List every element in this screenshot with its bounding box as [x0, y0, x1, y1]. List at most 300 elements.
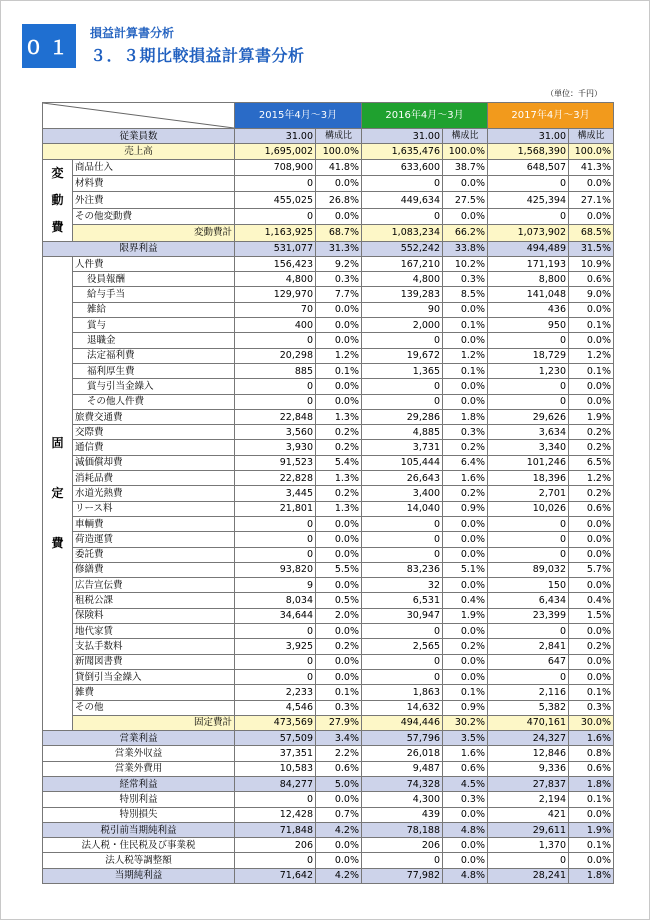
- amount-cell: 0: [235, 333, 316, 348]
- row-label: 貸倒引当金繰入: [73, 669, 235, 684]
- amount-cell: 21,801: [235, 501, 316, 516]
- amount-cell: 0: [362, 853, 443, 868]
- ratio-cell: 0.0%: [316, 302, 362, 317]
- table-row: [43, 578, 614, 593]
- ratio-cell: 0.0%: [569, 333, 614, 348]
- ratio-cell: 0.0%: [316, 853, 362, 868]
- amount-cell: 34,644: [235, 608, 316, 623]
- table-row: [43, 379, 614, 394]
- page-title: ３．３期比較損益計算書分析: [90, 46, 305, 65]
- amount-cell: 0: [488, 624, 569, 639]
- ratio-cell: 1.6%: [443, 471, 488, 486]
- category-label-vertical: 変 動 費: [51, 165, 64, 234]
- amount-cell: 19,672: [362, 348, 443, 363]
- ratio-cell: 0.2%: [316, 425, 362, 440]
- ratio-cell: 68.7%: [316, 225, 362, 241]
- ratio-cell: 0.1%: [569, 792, 614, 807]
- amount-cell: 4,800: [362, 272, 443, 287]
- table-row: [43, 409, 614, 424]
- ratio-cell: 41.8%: [316, 159, 362, 175]
- ratio-cell: 0.0%: [316, 318, 362, 333]
- row-label: 雑給: [73, 302, 235, 317]
- row-label: 地代家賃: [73, 624, 235, 639]
- ratio-cell: 0.3%: [316, 272, 362, 287]
- row-label: 賞与: [73, 318, 235, 333]
- ratio-cell: 9.2%: [316, 256, 362, 271]
- amount-cell: 0: [362, 654, 443, 669]
- amount-cell: 455,025: [235, 192, 316, 208]
- amount-cell: 0: [362, 669, 443, 684]
- amount-cell: 1,230: [488, 363, 569, 378]
- ratio-cell: 0.1%: [569, 685, 614, 700]
- ratio-cell: 1.8%: [569, 776, 614, 791]
- row-label: 雑費: [73, 685, 235, 700]
- ratio-cell: 0.0%: [569, 175, 614, 191]
- amount-cell: 57,509: [235, 731, 316, 746]
- ratio-cell: 0.0%: [569, 208, 614, 224]
- row-label: その他人件費: [73, 394, 235, 409]
- amount-cell: 531,077: [235, 241, 316, 256]
- amount-cell: 0: [235, 532, 316, 547]
- ratio-cell: 0.0%: [443, 379, 488, 394]
- row-label: 修繕費: [73, 562, 235, 577]
- amount-cell: 141,048: [488, 287, 569, 302]
- amount-cell: 9,487: [362, 761, 443, 776]
- amount-cell: 470,161: [488, 715, 569, 730]
- ratio-cell: 0.0%: [569, 379, 614, 394]
- row-label: 退職金: [73, 333, 235, 348]
- amount-cell: 0: [235, 669, 316, 684]
- table-row: [43, 639, 614, 654]
- income-statement-table: [42, 102, 614, 884]
- amount-cell: 0: [488, 516, 569, 531]
- amount-cell: 3,340: [488, 440, 569, 455]
- ratio-cell: 7.7%: [316, 287, 362, 302]
- ratio-cell: 100.0%: [443, 144, 488, 159]
- ratio-cell: 4.2%: [316, 868, 362, 883]
- ratio-cell: 0.1%: [569, 363, 614, 378]
- category-label-vertical: 固 定 費: [51, 436, 64, 551]
- table-row: [43, 486, 614, 501]
- amount-cell: 1,863: [362, 685, 443, 700]
- table-row: [43, 159, 614, 175]
- ratio-cell: 9.0%: [569, 287, 614, 302]
- amount-cell: 0: [362, 624, 443, 639]
- amount-cell: 83,236: [362, 562, 443, 577]
- ratio-header: 構成比: [316, 129, 362, 144]
- amount-cell: 633,600: [362, 159, 443, 175]
- ratio-cell: 0.0%: [316, 654, 362, 669]
- section-supertitle: 損益計算書分析: [90, 26, 175, 40]
- table-row: [43, 501, 614, 516]
- row-label: 租税公課: [73, 593, 235, 608]
- ratio-cell: 3.4%: [316, 731, 362, 746]
- amount-cell: 37,351: [235, 746, 316, 761]
- ratio-cell: 0.0%: [569, 578, 614, 593]
- amount-cell: 0: [362, 208, 443, 224]
- amount-cell: 885: [235, 363, 316, 378]
- ratio-cell: 0.0%: [569, 547, 614, 562]
- ratio-cell: 10.2%: [443, 256, 488, 271]
- ratio-cell: 0.3%: [443, 425, 488, 440]
- amount-cell: 29,626: [488, 409, 569, 424]
- table-row: [43, 654, 614, 669]
- amount-cell: 71,642: [235, 868, 316, 883]
- amount-cell: 0: [488, 532, 569, 547]
- ratio-cell: 0.3%: [443, 272, 488, 287]
- ratio-cell: 4.8%: [443, 822, 488, 837]
- amount-cell: 494,489: [488, 241, 569, 256]
- row-label: 荷造運賃: [73, 532, 235, 547]
- amount-cell: 12,846: [488, 746, 569, 761]
- amount-cell: 93,820: [235, 562, 316, 577]
- table-row: [43, 562, 614, 577]
- amount-cell: 0: [362, 175, 443, 191]
- ratio-cell: 0.2%: [569, 440, 614, 455]
- ratio-cell: 0.0%: [569, 669, 614, 684]
- amount-cell: 3,400: [362, 486, 443, 501]
- ratio-cell: 0.6%: [569, 272, 614, 287]
- amount-cell: 6,531: [362, 593, 443, 608]
- diagonal-line: [43, 103, 234, 128]
- row-label: 福利厚生費: [73, 363, 235, 378]
- ratio-cell: 27.9%: [316, 715, 362, 730]
- ratio-cell: 1.2%: [569, 348, 614, 363]
- ratio-cell: 0.0%: [316, 578, 362, 593]
- row-label: 限界利益: [43, 241, 235, 256]
- row-label: 当期純利益: [43, 868, 235, 883]
- ratio-cell: 0.3%: [316, 700, 362, 715]
- amount-cell: 0: [235, 792, 316, 807]
- ratio-cell: 0.2%: [316, 486, 362, 501]
- amount-cell: 0: [362, 547, 443, 562]
- amount-cell: 167,210: [362, 256, 443, 271]
- ratio-cell: 0.0%: [316, 516, 362, 531]
- ratio-cell: 0.0%: [443, 547, 488, 562]
- amount-cell: 22,828: [235, 471, 316, 486]
- ratio-cell: 27.5%: [443, 192, 488, 208]
- ratio-cell: 4.2%: [316, 822, 362, 837]
- ratio-cell: 0.0%: [443, 578, 488, 593]
- table-row: [43, 746, 614, 761]
- ratio-cell: 1.9%: [443, 608, 488, 623]
- table-row: [43, 792, 614, 807]
- ratio-cell: 0.2%: [443, 639, 488, 654]
- row-label: 経常利益: [43, 776, 235, 791]
- amount-cell: 6,434: [488, 593, 569, 608]
- ratio-cell: 0.0%: [316, 624, 362, 639]
- employees-value: 31.00: [488, 129, 569, 144]
- row-label: 保険料: [73, 608, 235, 623]
- period-header-2015: 2015年4月～3月: [235, 103, 362, 129]
- row-label: その他: [73, 700, 235, 715]
- amount-cell: 494,446: [362, 715, 443, 730]
- ratio-cell: 0.5%: [316, 593, 362, 608]
- amount-cell: 24,327: [488, 731, 569, 746]
- category-variable-costs: [43, 159, 73, 241]
- amount-cell: 1,635,476: [362, 144, 443, 159]
- ratio-header: 構成比: [443, 129, 488, 144]
- employees-value: 31.00: [235, 129, 316, 144]
- row-label: 旅費交通費: [73, 409, 235, 424]
- row-label: 通信費: [73, 440, 235, 455]
- row-label: 変動費計: [73, 225, 235, 241]
- row-label: 賞与引当金繰入: [73, 379, 235, 394]
- amount-cell: 8,034: [235, 593, 316, 608]
- ratio-cell: 66.2%: [443, 225, 488, 241]
- table-row: [43, 192, 614, 208]
- amount-cell: 105,444: [362, 455, 443, 470]
- unit-note: （単位：千円）: [546, 89, 602, 98]
- amount-cell: 0: [362, 516, 443, 531]
- row-label: 委託費: [73, 547, 235, 562]
- ratio-cell: 0.3%: [569, 700, 614, 715]
- ratio-cell: 38.7%: [443, 159, 488, 175]
- amount-cell: 0: [488, 394, 569, 409]
- amount-cell: 0: [235, 394, 316, 409]
- amount-cell: 139,283: [362, 287, 443, 302]
- employees-row: [43, 129, 614, 144]
- amount-cell: 0: [488, 208, 569, 224]
- amount-cell: 12,428: [235, 807, 316, 822]
- ratio-cell: 8.5%: [443, 287, 488, 302]
- row-label: 営業外収益: [43, 746, 235, 761]
- ratio-cell: 6.4%: [443, 455, 488, 470]
- table-row: [43, 624, 614, 639]
- amount-cell: 552,242: [362, 241, 443, 256]
- ratio-cell: 0.0%: [443, 807, 488, 822]
- amount-cell: 436: [488, 302, 569, 317]
- amount-cell: 70: [235, 302, 316, 317]
- amount-cell: 3,560: [235, 425, 316, 440]
- ratio-cell: 1.2%: [569, 471, 614, 486]
- amount-cell: 101,246: [488, 455, 569, 470]
- ratio-cell: 4.5%: [443, 776, 488, 791]
- amount-cell: 90: [362, 302, 443, 317]
- table-row: [43, 685, 614, 700]
- ratio-cell: 5.7%: [569, 562, 614, 577]
- table-row: [43, 516, 614, 531]
- ratio-cell: 0.0%: [569, 624, 614, 639]
- row-label: 特別損失: [43, 807, 235, 822]
- ratio-cell: 6.5%: [569, 455, 614, 470]
- table-row: [43, 333, 614, 348]
- ratio-cell: 2.2%: [316, 746, 362, 761]
- table-row: [43, 731, 614, 746]
- amount-cell: 78,188: [362, 822, 443, 837]
- table-row: [43, 363, 614, 378]
- ratio-cell: 1.8%: [443, 409, 488, 424]
- row-label: 給与手当: [73, 287, 235, 302]
- amount-cell: 0: [362, 394, 443, 409]
- table-row: [43, 272, 614, 287]
- ratio-cell: 41.3%: [569, 159, 614, 175]
- ratio-cell: 0.0%: [569, 516, 614, 531]
- ratio-cell: 0.0%: [443, 624, 488, 639]
- amount-cell: 3,930: [235, 440, 316, 455]
- ratio-cell: 3.5%: [443, 731, 488, 746]
- table-row: [43, 593, 614, 608]
- ratio-cell: 0.0%: [569, 807, 614, 822]
- ratio-cell: 0.6%: [443, 761, 488, 776]
- row-label: 支払手数料: [73, 639, 235, 654]
- amount-cell: 0: [362, 379, 443, 394]
- ratio-cell: 1.3%: [316, 471, 362, 486]
- amount-cell: 32: [362, 578, 443, 593]
- ratio-cell: 0.2%: [443, 440, 488, 455]
- row-label: 固定費計: [73, 715, 235, 730]
- ratio-cell: 0.0%: [443, 654, 488, 669]
- ratio-cell: 1.3%: [316, 501, 362, 516]
- amount-cell: 29,286: [362, 409, 443, 424]
- amount-cell: 473,569: [235, 715, 316, 730]
- ratio-cell: 0.0%: [443, 175, 488, 191]
- amount-cell: 89,032: [488, 562, 569, 577]
- amount-cell: 2,841: [488, 639, 569, 654]
- amount-cell: 23,399: [488, 608, 569, 623]
- ratio-cell: 0.1%: [569, 838, 614, 853]
- amount-cell: 71,848: [235, 822, 316, 837]
- amount-cell: 421: [488, 807, 569, 822]
- amount-cell: 0: [235, 516, 316, 531]
- amount-cell: 0: [235, 379, 316, 394]
- amount-cell: 1,083,234: [362, 225, 443, 241]
- row-label: 売上高: [43, 144, 235, 159]
- ratio-cell: 0.0%: [316, 669, 362, 684]
- amount-cell: 20,298: [235, 348, 316, 363]
- ratio-cell: 30.0%: [569, 715, 614, 730]
- row-label: リース料: [73, 501, 235, 516]
- ratio-cell: 0.4%: [443, 593, 488, 608]
- table-row: [43, 287, 614, 302]
- amount-cell: 0: [488, 669, 569, 684]
- table-row: [43, 302, 614, 317]
- table-row: [43, 715, 614, 730]
- row-label: 営業利益: [43, 731, 235, 746]
- row-label: 外注費: [73, 192, 235, 208]
- amount-cell: 57,796: [362, 731, 443, 746]
- ratio-cell: 5.0%: [316, 776, 362, 791]
- amount-cell: 206: [235, 838, 316, 853]
- ratio-cell: 0.1%: [443, 685, 488, 700]
- table-row: [43, 225, 614, 241]
- ratio-cell: 0.0%: [443, 302, 488, 317]
- amount-cell: 1,365: [362, 363, 443, 378]
- table-row: [43, 425, 614, 440]
- amount-cell: 171,193: [488, 256, 569, 271]
- amount-cell: 3,925: [235, 639, 316, 654]
- row-label: 法人税・住民税及び事業税: [43, 838, 235, 853]
- amount-cell: 30,947: [362, 608, 443, 623]
- ratio-cell: 0.1%: [316, 685, 362, 700]
- table-row: [43, 318, 614, 333]
- employees-label: 従業員数: [43, 129, 235, 144]
- ratio-cell: 0.0%: [443, 394, 488, 409]
- ratio-cell: 1.6%: [443, 746, 488, 761]
- amount-cell: 2,565: [362, 639, 443, 654]
- row-label: 新聞図書費: [73, 654, 235, 669]
- table-row: [43, 822, 614, 837]
- amount-cell: 0: [362, 333, 443, 348]
- amount-cell: 10,026: [488, 501, 569, 516]
- amount-cell: 0: [235, 175, 316, 191]
- ratio-cell: 0.9%: [443, 501, 488, 516]
- amount-cell: 647: [488, 654, 569, 669]
- ratio-cell: 0.6%: [569, 761, 614, 776]
- ratio-cell: 0.0%: [316, 547, 362, 562]
- amount-cell: 2,000: [362, 318, 443, 333]
- table-row: [43, 471, 614, 486]
- ratio-cell: 1.2%: [316, 348, 362, 363]
- row-label: 広告宣伝費: [73, 578, 235, 593]
- employees-value: 31.00: [362, 129, 443, 144]
- table-row: [43, 455, 614, 470]
- amount-cell: 2,116: [488, 685, 569, 700]
- amount-cell: 0: [488, 379, 569, 394]
- table-row: [43, 348, 614, 363]
- ratio-cell: 1.2%: [443, 348, 488, 363]
- table-row: [43, 208, 614, 224]
- ratio-cell: 0.1%: [316, 363, 362, 378]
- row-label: 法人税等調整額: [43, 853, 235, 868]
- ratio-cell: 0.0%: [443, 853, 488, 868]
- ratio-cell: 0.1%: [569, 318, 614, 333]
- amount-cell: 950: [488, 318, 569, 333]
- ratio-cell: 1.9%: [569, 822, 614, 837]
- amount-cell: 26,018: [362, 746, 443, 761]
- amount-cell: 1,073,902: [488, 225, 569, 241]
- amount-cell: 2,233: [235, 685, 316, 700]
- amount-cell: 18,396: [488, 471, 569, 486]
- ratio-cell: 0.8%: [569, 746, 614, 761]
- amount-cell: 1,163,925: [235, 225, 316, 241]
- ratio-cell: 0.0%: [316, 379, 362, 394]
- amount-cell: 0: [362, 532, 443, 547]
- ratio-cell: 27.1%: [569, 192, 614, 208]
- amount-cell: 3,731: [362, 440, 443, 455]
- ratio-cell: 0.1%: [443, 363, 488, 378]
- amount-cell: 4,800: [235, 272, 316, 287]
- amount-cell: 84,277: [235, 776, 316, 791]
- amount-cell: 4,300: [362, 792, 443, 807]
- amount-cell: 156,423: [235, 256, 316, 271]
- amount-cell: 28,241: [488, 868, 569, 883]
- amount-cell: 14,632: [362, 700, 443, 715]
- amount-cell: 1,568,390: [488, 144, 569, 159]
- ratio-cell: 0.0%: [569, 532, 614, 547]
- period-header-2017: 2017年4月～3月: [488, 103, 614, 129]
- table-row: [43, 241, 614, 256]
- ratio-cell: 0.4%: [569, 593, 614, 608]
- ratio-cell: 0.7%: [316, 807, 362, 822]
- row-label: 商品仕入: [73, 159, 235, 175]
- amount-cell: 0: [235, 208, 316, 224]
- amount-cell: 27,837: [488, 776, 569, 791]
- ratio-cell: 0.0%: [316, 792, 362, 807]
- ratio-cell: 68.5%: [569, 225, 614, 241]
- ratio-cell: 4.8%: [443, 868, 488, 883]
- ratio-header: 構成比: [569, 129, 614, 144]
- ratio-cell: 1.5%: [569, 608, 614, 623]
- amount-cell: 74,328: [362, 776, 443, 791]
- row-label: 材料費: [73, 175, 235, 191]
- amount-cell: 4,546: [235, 700, 316, 715]
- ratio-cell: 0.0%: [316, 838, 362, 853]
- amount-cell: 439: [362, 807, 443, 822]
- ratio-cell: 33.8%: [443, 241, 488, 256]
- ratio-cell: 0.9%: [443, 700, 488, 715]
- ratio-cell: 0.0%: [443, 333, 488, 348]
